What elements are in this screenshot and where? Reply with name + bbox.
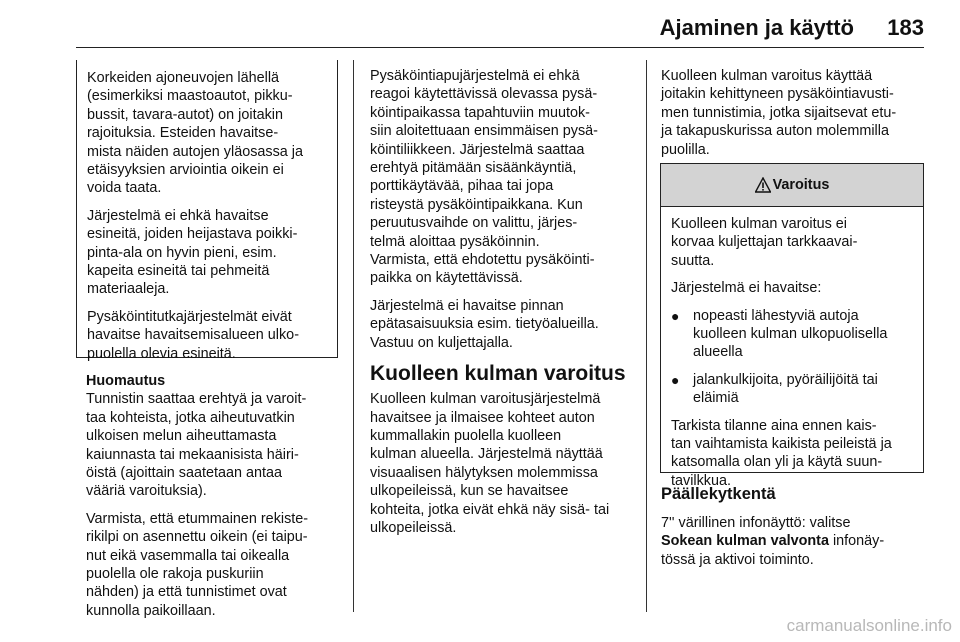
note-paragraph-2: Varmista, että etummainen rekiste- rikilpi on asennettu oikein (ei taipu- nut eikä vasemmalla tai oikealla puolella ole rakoja puskuriin nähden) ja että tunnistimet ovat kunnolla paikoillaan. xyxy=(86,510,309,619)
note-section xyxy=(86,372,348,620)
column-divider-1 xyxy=(353,60,354,612)
box-paragraph-3: Pysäköintitutkajärjestelmät eivät havaitse havaitsemisalueen ulko- puolella olevia esineitä. xyxy=(87,308,299,362)
warning-paragraph-1: Kuolleen kulman varoitus ei korvaa kuljettajan tarkkaavai- suutta. xyxy=(671,216,858,269)
note-heading: Huomautus xyxy=(86,373,166,389)
bullet-item: ● nopeasti lähestyviä autoja kuolleen kulman ulkopuolisella alueella xyxy=(671,307,888,361)
warning-triangle-icon xyxy=(755,177,771,193)
warning-header xyxy=(661,164,923,207)
section-heading: Kuolleen kulman varoitus xyxy=(370,362,626,386)
activation-section xyxy=(661,484,925,569)
activation-paragraph: 7'' värillinen infonäyttö: valitse Sokean kulman valvonta infonäy- tössä ja aktivoi toiminto. xyxy=(661,515,885,568)
warning-label: Varoitus xyxy=(772,177,830,193)
parking-paragraph-2: Järjestelmä ei havaitse pinnan epätasaisuuksia esim. tietyöalueilla. Vastuu on kuljettajalla. xyxy=(370,297,599,351)
parking-paragraph-1: Pysäköintiapujärjestelmä ei ehkä reagoi käytettävissä olevassa pysä- köintipaikassa tapahtuviin muutok- siin aloitettuaan ensimmäisen pysä- köintiliikkeen. Järjestelmä saattaa erehtyä pitämään sisäänkäyntiä, porttikäytävää, pihaa tai jopa risteystä pysäköintipaikkana. Kun peruutusvaihde on valittu, järjes- telmä aloittaa pysäköinnin. Varmista, että ehdotettu pysäköinti- paikka on käytettävissä. xyxy=(370,68,598,287)
activation-heading: Päällekytkentä xyxy=(661,485,776,503)
bullet-dot: ● xyxy=(671,371,680,388)
bullet-dot: ● xyxy=(671,307,680,324)
column-divider-2 xyxy=(646,60,647,612)
menu-item-name: Sokean kulman valvonta xyxy=(661,533,829,550)
intro-paragraph: Kuolleen kulman varoitus käyttää joitakin kehittyneen pysäköintiavusti- men tunnistimia, jotka sijaitsevat etu- ja takapuskurissa auton molemmilla puolilla. xyxy=(661,68,897,158)
header-rule xyxy=(76,47,924,48)
watermark: carmanualsonline.info xyxy=(786,616,952,635)
page-number: 183 xyxy=(887,15,924,40)
warning-paragraph-2: Järjestelmä ei havaitse: xyxy=(671,280,822,297)
blind-spot-paragraph: Kuolleen kulman varoitusjärjestelmä havaitsee ja ilmaisee kohteet auton kummallakin puolella kuolleen kulman alueella. Järjestelmä näyttää visuaalisen hälytyksen molemmissa ulkopeileissä, kun se havaitsee kohteita, jotka eivät ehkä näy sisä- tai ulkopeileissä. xyxy=(370,391,610,536)
page-header xyxy=(0,0,960,50)
box-paragraph-1: Korkeiden ajoneuvojen lähellä (esimerkiksi maastoautot, pikku- bussit, tavara-autot) on joitakin rajoituksia. Esteiden havaitse- mista näiden autojen yläosassa ja etäisyyksien arviointia oikein ei voida taata. xyxy=(87,70,303,197)
bullet-item: ● jalankulkijoita, pyöräilijöitä tai eläimiä xyxy=(671,371,878,407)
warning-paragraph-3: Tarkista tilanne aina ennen kais- tan vaihtamista kaikista peileistä ja katsomalla olan yli ja käytä suun- tavilkkua. xyxy=(671,417,892,489)
warning-box xyxy=(660,163,924,489)
column-2 xyxy=(370,67,642,537)
box-paragraph-2: Järjestelmä ei ehkä havaitse esineitä, joiden heijastava poikki- pinta-ala on hyvin pieni, esim. kapeita esineitä tai pehmeitä materiaaleja. xyxy=(87,207,298,298)
note-paragraph-1: Tunnistin saattaa erehtyä ja varoit- taa kohteista, jotka aiheutuvatkin ulkoisen melun aiheuttamasta kaiunnasta tai mekaanisista häiri- öistä (ajoittain saatetaan antaa vääriä varoituksia). xyxy=(86,391,307,500)
header-title: Ajaminen ja käyttö xyxy=(659,15,854,40)
limitations-box xyxy=(76,60,338,362)
column-3-intro xyxy=(661,67,925,159)
